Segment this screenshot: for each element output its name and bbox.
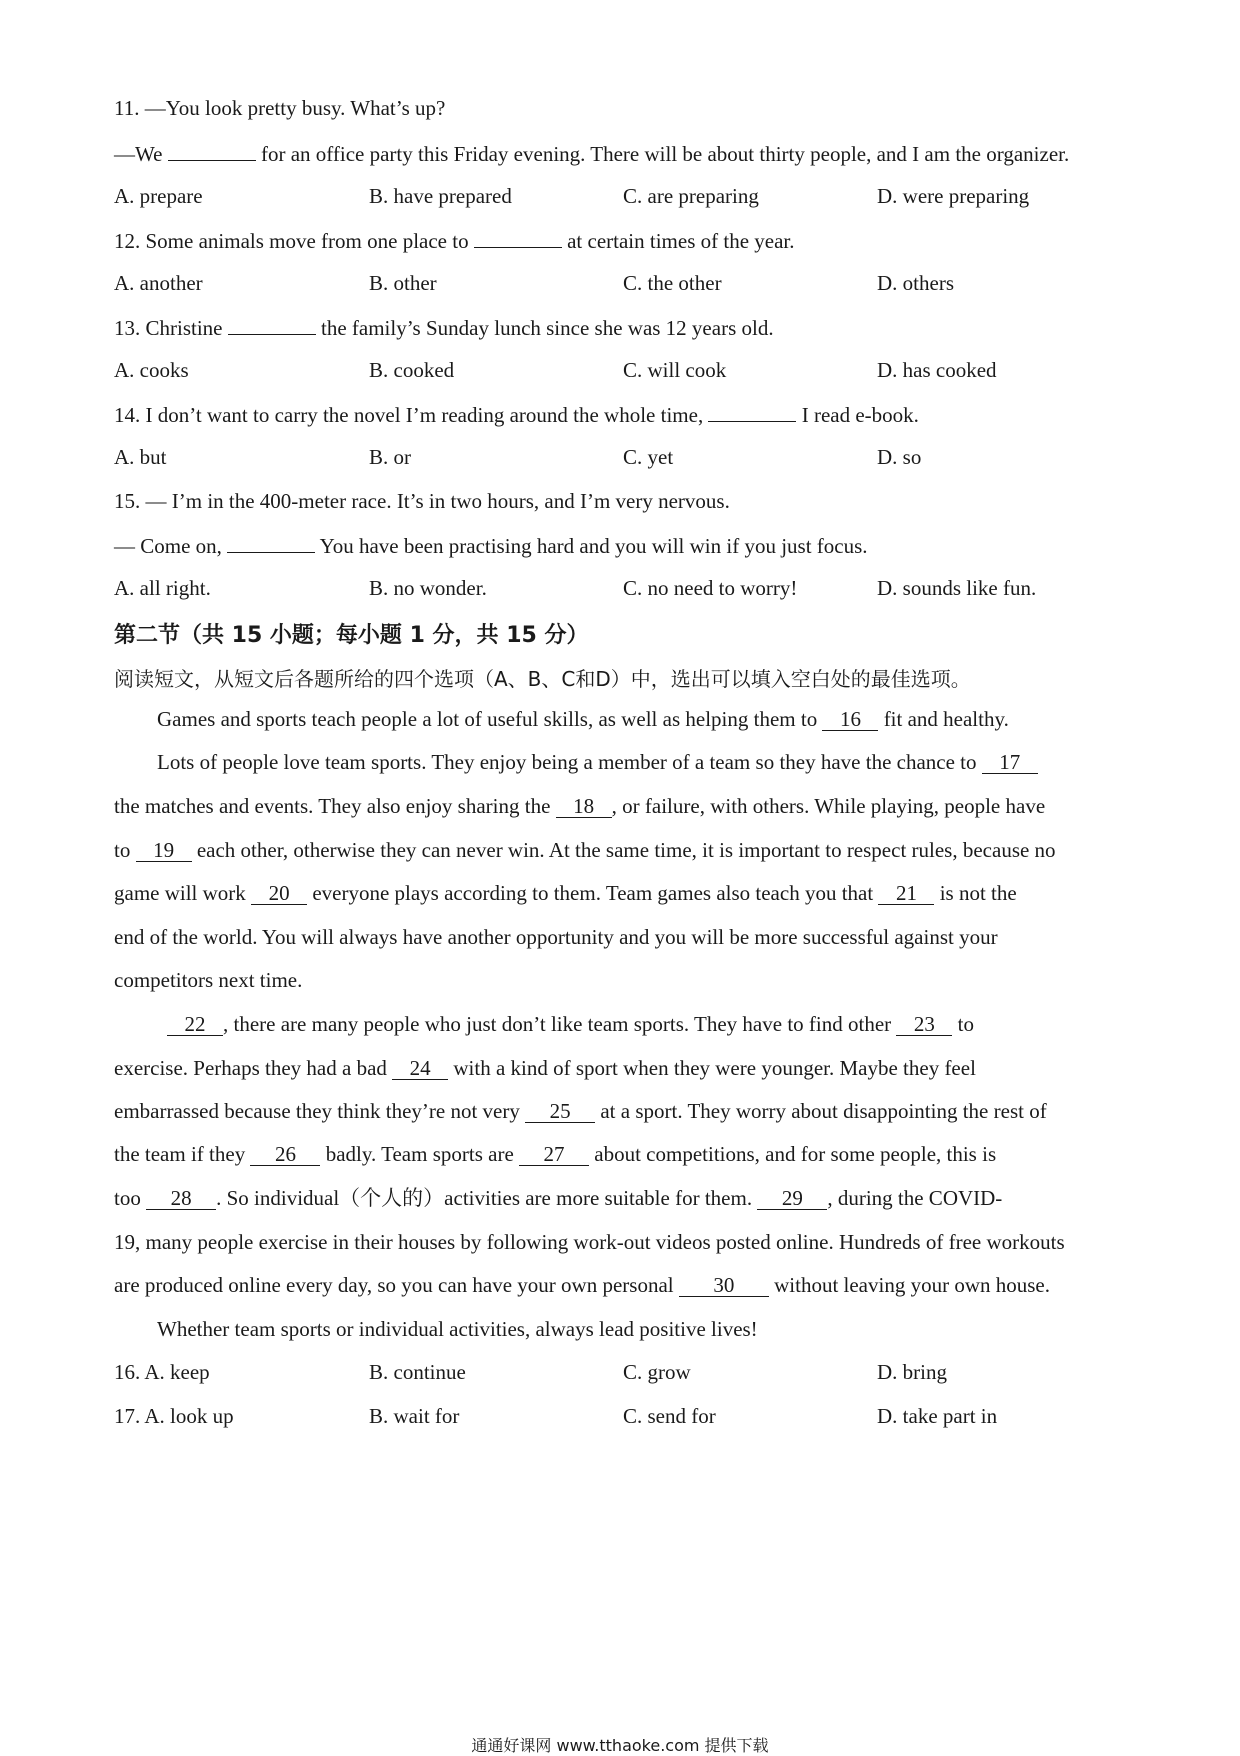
passage-text: , or failure, with others. While playing, people have (611, 794, 1046, 818)
option-c: C. send for (623, 1404, 716, 1428)
passage-text: about competitions, and for some people, this is (594, 1142, 997, 1166)
blank-28: 28 (146, 1187, 216, 1210)
option-d: D. bring (877, 1360, 947, 1384)
passage-text: badly. Team sports are (325, 1142, 514, 1166)
passage-text: . So individual（个人的）activities are more suitable for them. (216, 1186, 753, 1210)
blank-22: 22 (167, 1013, 223, 1036)
option-a: 17. A. look up (114, 1404, 234, 1428)
passage-line (114, 881, 1017, 905)
option-a: A. but (114, 445, 167, 469)
option-a: A. all right. (114, 576, 211, 600)
answer-blank (227, 532, 315, 553)
blank-26: 26 (250, 1143, 320, 1166)
blank-24: 24 (392, 1057, 448, 1080)
option-b: B. have prepared (369, 184, 512, 208)
blank-16: 16 (822, 708, 878, 731)
option-b: B. no wonder. (369, 576, 487, 600)
footer-watermark: 通通好课网 www.tthaoke.com 提供下载 (471, 1736, 769, 1755)
passage-text: is not the (939, 881, 1017, 905)
answer-blank (708, 401, 796, 422)
passage-line (157, 707, 1009, 731)
passage-text: without leaving your own house. (774, 1273, 1050, 1297)
passage-line (114, 1056, 976, 1080)
option-d: D. were preparing (877, 184, 1030, 208)
option-c: C. grow (623, 1360, 691, 1384)
option-c: C. are preparing (623, 184, 759, 208)
passage-text: are produced online every day, so you can have your own personal (114, 1273, 674, 1297)
answer-blank (474, 227, 562, 248)
option-d: D. others (877, 271, 954, 295)
passage-text: the matches and events. They also enjoy sharing the (114, 794, 551, 818)
option-b: B. wait for (369, 1404, 460, 1428)
passage-text: at a sport. They worry about disappointing the rest of (600, 1099, 1047, 1123)
passage-line: end of the world. You will always have another opportunity and you will be more successful against your (114, 925, 998, 949)
blank-21: 21 (878, 882, 934, 905)
passage-text: the team if they (114, 1142, 246, 1166)
question-13-suffix: the family’s Sunday lunch since she was 12 years old. (321, 316, 774, 340)
option-b: B. or (369, 445, 411, 469)
passage-text: everyone plays according to them. Team games also teach you that (312, 881, 874, 905)
section-title: 第二节（共 15 小题；每小题 1 分，共 15 分） (114, 623, 589, 648)
passage-line (114, 838, 1056, 862)
passage-text: each other, otherwise they can never win. At the same time, it is important to respect rules, because no (196, 838, 1056, 862)
option-c: C. the other (623, 271, 722, 295)
option-c: C. will cook (623, 358, 727, 382)
question-12-stem (114, 227, 795, 253)
question-15-suffix: You have been practising hard and you will win if you just focus. (319, 534, 868, 558)
passage-line (114, 1186, 1002, 1210)
question-11-prefix: —We (114, 142, 163, 166)
passage-line: Whether team sports or individual activities, always lead positive lives! (157, 1317, 758, 1341)
option-d: D. take part in (877, 1404, 998, 1428)
option-d: D. so (877, 445, 922, 469)
blank-29: 29 (757, 1187, 827, 1210)
blank-25: 25 (525, 1100, 595, 1123)
passage-line (114, 1142, 996, 1166)
passage-line (114, 1099, 1047, 1123)
question-14-prefix: 14. I don’t want to carry the novel I’m reading around the whole time, (114, 403, 704, 427)
passage-line: 19, many people exercise in their houses by following work-out videos posted online. Hundreds of free workouts (114, 1230, 1065, 1254)
option-a: A. another (114, 271, 203, 295)
passage-line (167, 1012, 974, 1036)
question-15-stem: 15. — I’m in the 400-meter race. It’s in two hours, and I’m very nervous. (114, 489, 730, 513)
passage-text: , during the COVID- (827, 1186, 1003, 1210)
option-a: A. cooks (114, 358, 189, 382)
question-12-prefix: 12. Some animals move from one place to (114, 229, 469, 253)
passage-text: embarrassed because they think they’re not very (114, 1099, 520, 1123)
question-12-suffix: at certain times of the year. (567, 229, 795, 253)
section-instruction: 阅读短文，从短文后各题所给的四个选项（A、B、C和D）中，选出可以填入空白处的最佳选项。 (114, 667, 971, 691)
passage-text: too (114, 1186, 141, 1210)
passage-text: with a kind of sport when they were younger. Maybe they feel (453, 1056, 976, 1080)
question-11-suffix: for an office party this Friday evening. There will be about thirty people, and I am the organizer. (260, 142, 1070, 166)
option-d: D. sounds like fun. (877, 576, 1037, 600)
question-15-prefix: — Come on, (114, 534, 222, 558)
blank-20: 20 (251, 882, 307, 905)
answer-blank (168, 140, 256, 161)
blank-19: 19 (136, 839, 192, 862)
blank-30: 30 (679, 1274, 769, 1297)
passage-text: to (114, 838, 131, 862)
question-11-line2 (114, 140, 1069, 166)
option-b: B. continue (369, 1360, 466, 1384)
option-b: B. cooked (369, 358, 455, 382)
passage-text: Games and sports teach people a lot of useful skills, as well as helping them to (157, 707, 818, 731)
option-a: 16. A. keep (114, 1360, 210, 1384)
question-13-stem (114, 314, 774, 340)
question-11-stem: 11. —You look pretty busy. What’s up? (114, 96, 446, 120)
passage-text: fit and healthy. (883, 707, 1009, 731)
passage-line: competitors next time. (114, 968, 303, 992)
blank-17: 17 (982, 751, 1038, 774)
passage-text: game will work (114, 881, 246, 905)
blank-23: 23 (896, 1013, 952, 1036)
question-14-suffix: I read e-book. (801, 403, 919, 427)
passage-line (114, 794, 1045, 818)
passage-line (157, 750, 1038, 774)
passage-line (114, 1273, 1050, 1297)
passage-text: , there are many people who just don’t like team sports. They have to find other (223, 1012, 892, 1036)
option-c: C. no need to worry! (623, 576, 798, 600)
option-a: A. prepare (114, 184, 203, 208)
passage-text: exercise. Perhaps they had a bad (114, 1056, 387, 1080)
passage-text: Lots of people love team sports. They enjoy being a member of a team so they have the chance to (157, 750, 977, 774)
option-c: C. yet (623, 445, 674, 469)
question-13-prefix: 13. Christine (114, 316, 223, 340)
blank-27: 27 (519, 1143, 589, 1166)
passage-text: to (957, 1012, 974, 1036)
question-15-line2 (114, 532, 868, 558)
option-d: D. has cooked (877, 358, 997, 382)
option-b: B. other (369, 271, 437, 295)
answer-blank (228, 314, 316, 335)
blank-18: 18 (556, 795, 612, 818)
question-14-stem (114, 401, 919, 427)
